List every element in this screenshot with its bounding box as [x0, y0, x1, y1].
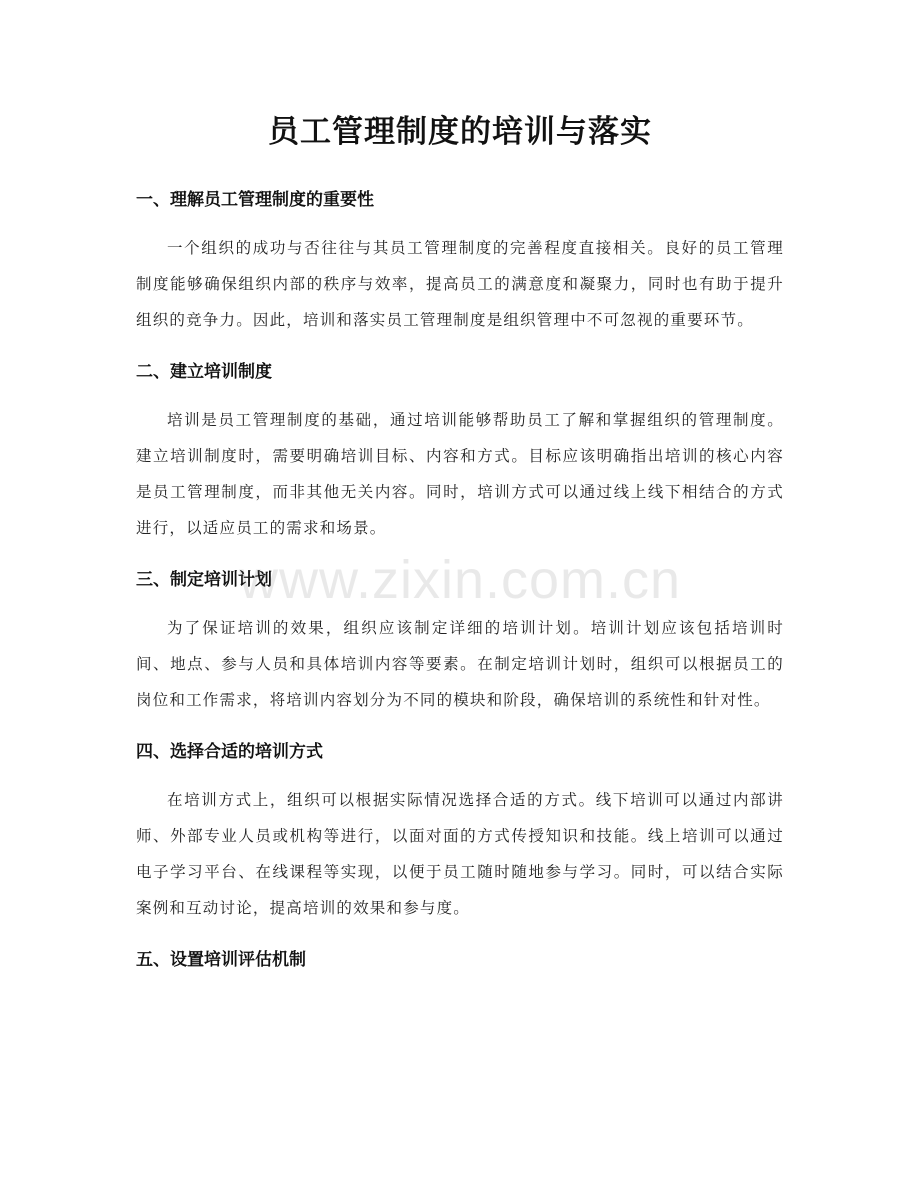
- section-3-paragraph: 为了保证培训的效果，组织应该制定详细的培训计划。培训计划应该包括培训时间、地点、参与人员和具体培训内容等要素。在制定培训计划时，组织可以根据员工的岗位和工作需求，将培训内容划分为不同的模块和阶段，确保培训的系统性和针对性。: [136, 619, 784, 709]
- section-3-heading: 三、制定培训计划: [136, 570, 272, 590]
- document-title: 员工管理制度的培训与落实: [268, 114, 652, 150]
- document-body: [136, 104, 784, 974]
- section-1-paragraph: 一个组织的成功与否往往与其员工管理制度的完善程度直接相关。良好的员工管理制度能够确保组织内部的秩序与效率，提高员工的满意度和凝聚力，同时也有助于提升组织的竞争力。因此，培训和落实员工管理制度是组织管理中不可忽视的重要环节。: [136, 239, 784, 329]
- section-4-paragraph: 在培训方式上，组织可以根据实际情况选择合适的方式。线下培训可以通过内部讲师、外部专业人员或机构等进行，以面对面的方式传授知识和技能。线上培训可以通过电子学习平台、在线课程等实现，以便于员工随时随地参与学习。同时，可以结合实际案例和互动讨论，提高培训的效果和参与度。: [136, 791, 784, 917]
- section-2-heading: 二、建立培训制度: [136, 362, 272, 382]
- section-4-heading: 四、选择合适的培训方式: [136, 742, 323, 762]
- section-1-heading: 一、理解员工管理制度的重要性: [136, 190, 374, 210]
- section-5-heading: 五、设置培训评估机制: [136, 950, 306, 970]
- watermark: www.zixin.com.cn: [238, 550, 682, 610]
- section-2-paragraph: 培训是员工管理制度的基础，通过培训能够帮助员工了解和掌握组织的管理制度。建立培训制度时，需要明确培训目标、内容和方式。目标应该明确指出培训的核心内容是员工管理制度，而非其他无关内容。同时，培训方式可以通过线上线下相结合的方式进行，以适应员工的需求和场景。: [136, 411, 784, 537]
